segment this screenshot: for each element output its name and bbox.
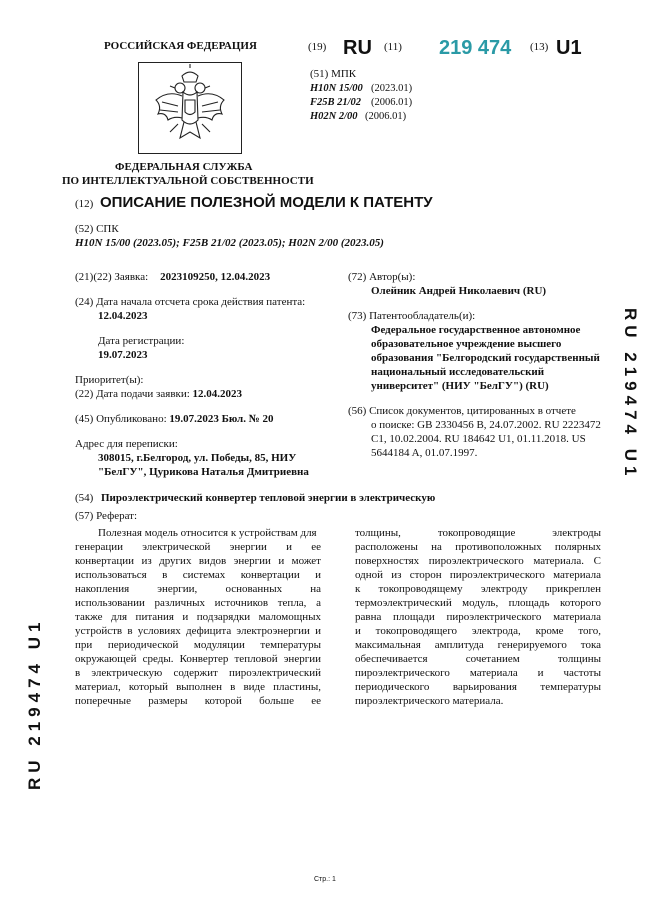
abstract-line: периодического варьирования температуры [355, 681, 601, 693]
term-start-value: 12.04.2023 [98, 310, 148, 322]
published-value: 19.07.2023 Бюл. № 20 [169, 413, 274, 425]
patent-holder-line: Федеральное государственное автономное [371, 324, 581, 336]
patent-holder-line: национальный исследовательский [371, 366, 545, 378]
page-footer: Стр.: 1 [314, 876, 336, 883]
patent-holder-label: (73) Патентообладатель(и): [348, 310, 476, 322]
abstract-line: Полезная модель относится к устройствам для [98, 527, 317, 539]
patent-number: 219 474 [439, 37, 512, 59]
abstract-line: окружающей среды. Конвертер тепловой энергии [75, 653, 321, 665]
abstract-line: материал, который выполнен в виде пластины, [75, 681, 321, 693]
inid-code-13: (13) [530, 41, 549, 53]
abstract-line: в электрическую содержит пироэлектрический [75, 667, 321, 679]
cited-docs-line: о поиске: GB 2330456 B, 24.07.2002. RU 2223472 [371, 419, 601, 431]
mpk-version: (2006.01) [365, 111, 407, 122]
abstract-line: обеспечивается сочетанием толщины [355, 653, 601, 665]
cited-docs-line: 5644184 A, 01.07.1997. [371, 447, 478, 459]
kind-code: U1 [556, 37, 582, 59]
inid-code-12: (12) [75, 198, 94, 210]
patent-holder-line: университет" (НИУ "БелГУ") (RU) [371, 380, 549, 392]
abstract-line: к токопроводящему электроду прикреплен [355, 583, 601, 595]
abstract-line: расположены на противоположных полярных [355, 541, 601, 553]
inid-code-19: (19) [308, 41, 327, 53]
registration-value: 19.07.2023 [98, 349, 148, 361]
abstract-line: при периодической модуляции температуры [75, 639, 321, 651]
country-code: RU [343, 37, 372, 59]
mpk-label: (51) МПК [310, 68, 357, 80]
application-label: (21)(22) Заявка: [75, 271, 149, 283]
agency-name-line2: ПО ИНТЕЛЛЕКТУАЛЬНОЙ СОБСТВЕННОСТИ [62, 175, 314, 187]
inid-code-11: (11) [384, 41, 402, 53]
document-title: ОПИСАНИЕ ПОЛЕЗНОЙ МОДЕЛИ К ПАТЕНТУ [100, 194, 433, 211]
address-label: Адрес для переписки: [75, 438, 178, 450]
address-line: "БелГУ", Цурикова Наталья Дмитриевна [98, 466, 309, 478]
abstract-right-column [355, 526, 601, 708]
spk-label: (52) СПК [75, 223, 119, 235]
registration-label: Дата регистрации: [98, 335, 185, 347]
priority-label: Приоритет(ы): [75, 374, 144, 386]
mpk-version: (2006.01) [371, 97, 413, 108]
invention-title: Пироэлектрический конвертер тепловой энергии в электрическую [101, 492, 436, 504]
cited-docs-label: (56) Список документов, цитированных в отчете [348, 405, 576, 417]
cited-docs-line: C1, 10.02.2004. RU 184642 U1, 01.11.2018. US [371, 433, 586, 445]
side-label-left: RU 219474 U1 [25, 617, 44, 790]
patent-holder-line: образования "Белгородский государственный [371, 352, 600, 364]
spk-value: H10N 15/00 (2023.05); F25B 21/02 (2023.05); H02N 2/00 (2023.05) [75, 237, 384, 249]
author-label: (72) Автор(ы): [348, 271, 416, 283]
abstract-left-column [75, 526, 321, 708]
abstract-line: также для питания и подзарядки маломощных [75, 611, 321, 623]
mpk-class: H10N 15/00 [310, 83, 363, 94]
abstract-line: пироэлектрического материала. [355, 695, 504, 707]
abstract-line: использоваться в системах конвертации и [75, 569, 321, 581]
published-label: (45) Опубликовано: [75, 413, 167, 425]
left-biblio-column [75, 270, 335, 479]
side-label-right: RU 219474 U1 [621, 308, 640, 481]
abstract-line: конвертации из других видов энергии и может [75, 555, 321, 567]
abstract-line: максимальная амплитуда генерируемого тока [355, 639, 601, 651]
abstract-line: поверхностях пироэлектрического материала. С [355, 555, 601, 567]
abstract-line: термоэлектрический модуль, площадь которого [355, 597, 601, 609]
term-start-label: (24) Дата начала отсчета срока действия патента: [75, 296, 306, 308]
agency-name-line1: ФЕДЕРАЛЬНАЯ СЛУЖБА [115, 161, 253, 173]
abstract-line: поперечные размеры которой больше ее [75, 695, 321, 707]
coat-of-arms-emblem [138, 62, 242, 154]
abstract-line: генерации электрической энергии и ее [75, 541, 321, 553]
abstract-line: пироэлектрического материала и частоты [355, 667, 601, 679]
mpk-list [310, 82, 413, 124]
application-value: 2023109250, 12.04.2023 [160, 271, 271, 283]
mpk-version: (2023.01) [371, 83, 413, 94]
inid-code-54: (54) [75, 492, 94, 504]
address-line: 308015, г.Белгород, ул. Победы, 85, НИУ [98, 452, 297, 464]
abstract-label: (57) Реферат: [75, 510, 138, 522]
abstract-line: одной из сторон пироэлектрического материала [355, 569, 601, 581]
filing-date-value: 12.04.2023 [192, 388, 243, 400]
mpk-class: H02N 2/00 [310, 111, 358, 122]
abstract-line: накопления энергии, основанных на [75, 583, 321, 595]
patent-holder-line: образовательное учреждение высшего [371, 338, 562, 350]
abstract-line: использовании различных источников тепла, а [75, 597, 321, 609]
mpk-class: F25B 21/02 [310, 97, 362, 108]
abstract-line: толщины, токопроводящие электроды [355, 527, 601, 539]
abstract-line: и токопроводящего электрода, кроме того, [355, 625, 601, 637]
right-biblio-column [348, 270, 603, 460]
country-name: РОССИЙСКАЯ ФЕДЕРАЦИЯ [104, 40, 257, 52]
abstract-line: равна площади пироэлектрического материала [355, 611, 601, 623]
author-value: Олейник Андрей Николаевич (RU) [371, 285, 547, 297]
filing-date-label: (22) Дата подачи заявки: [75, 388, 190, 400]
abstract-line: устройств в условиях дефицита электроэнергии и [75, 625, 321, 637]
